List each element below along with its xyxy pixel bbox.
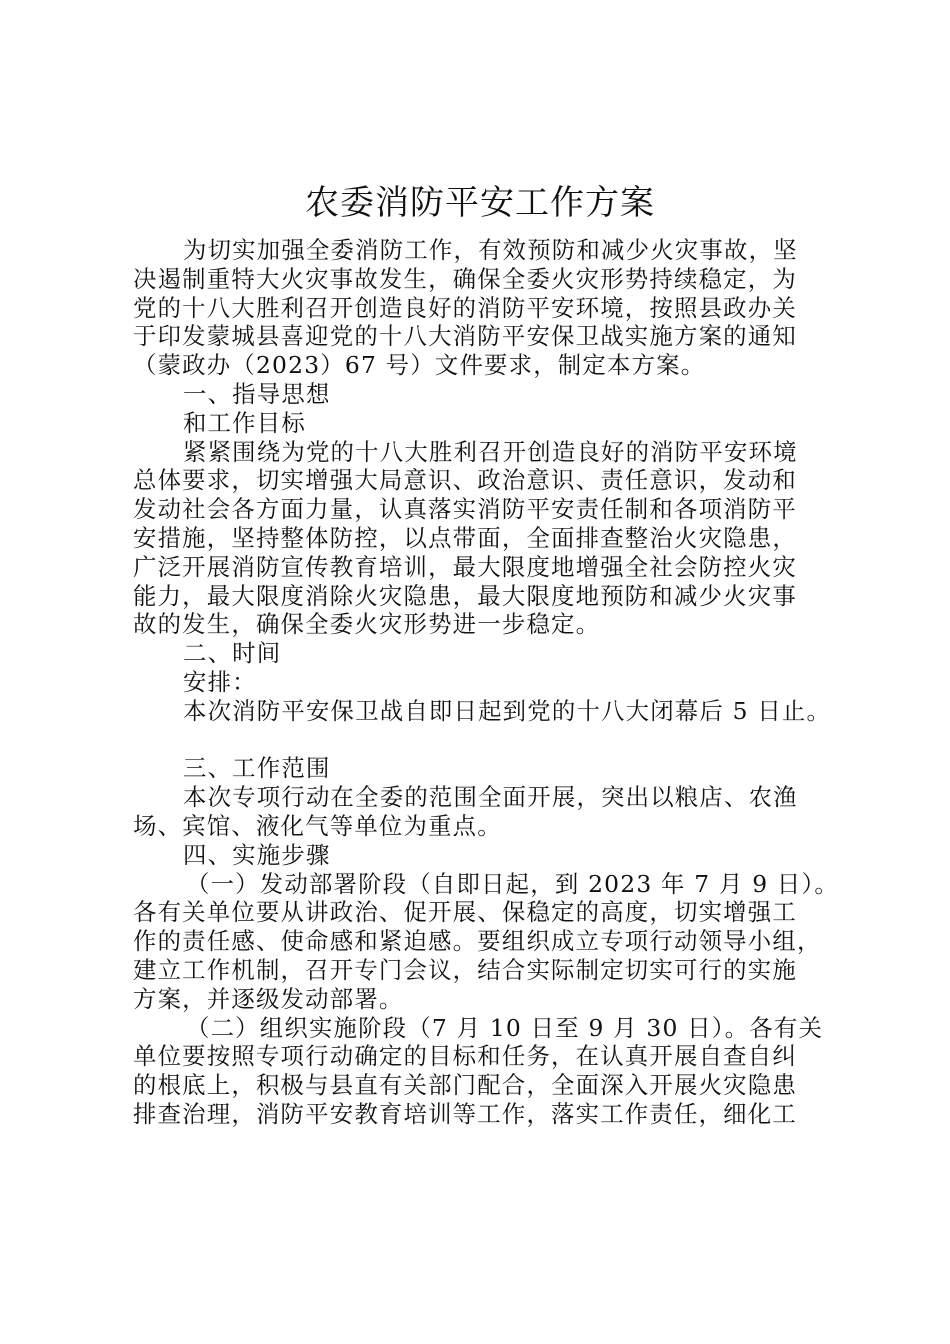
- paragraph-line: 建立工作机制，召开专门会议，结合实际制定切实可行的实施: [133, 955, 797, 984]
- page-title: 农委消防平安工作方案: [305, 183, 655, 223]
- paragraph-line: 于印发蒙城县喜迎党的十八大消防平安保卫战实施方案的通知: [133, 322, 797, 351]
- section-heading: 三、工作范围: [183, 754, 331, 783]
- paragraph-line: 发动社会各方面力量，认真落实消防平安责任制和各项消防平: [133, 495, 797, 524]
- paragraph-line: 安措施，坚持整体防控，以点带面，全面排查整治火灾隐患，: [133, 523, 797, 552]
- paragraph-line: 场、宾馆、液化气等单位为重点。: [133, 811, 502, 840]
- paragraph-line: 为切实加强全委消防工作，有效预防和减少火灾事故，坚: [183, 236, 798, 264]
- paragraph-line: 作的责任感、使命感和紧迫感。要组织成立专项行动领导小组，: [133, 927, 822, 956]
- paragraph-line: 能力，最大限度消除火灾隐患，最大限度地预防和减少火灾事: [133, 581, 797, 610]
- blank-line: [133, 726, 833, 755]
- paragraph-line: （一）发动部署阶段（自即日起，到 2023 年 7 月 9 日）。: [186, 869, 840, 898]
- paragraph-line: 的根底上，积极与县直有关部门配合，全面深入开展火灾隐患: [133, 1071, 797, 1100]
- paragraph-line: 本次消防平安保卫战自即日起到党的十八大闭幕后 5 日止。: [183, 696, 832, 725]
- section-heading: 四、实施步骤: [183, 840, 331, 869]
- paragraph-line: 党的十八大胜利召开创造良好的消防平安环境，按照县政办关: [133, 293, 797, 322]
- paragraph-line: 总体要求，切实增强大局意识、政治意识、责任意识，发动和: [133, 466, 797, 495]
- paragraph-line: 各有关单位要从讲政治、促开展、保稳定的高度，切实增强工: [133, 898, 797, 927]
- paragraph-line: 排查治理，消防平安教育培训等工作，落实工作责任，细化工: [133, 1099, 797, 1128]
- paragraph-line: 决遏制重特大火灾事故发生，确保全委火灾形势持续稳定，为: [133, 264, 797, 293]
- paragraph-line: 紧紧围绕为党的十八大胜利召开创造良好的消防平安环境: [183, 437, 798, 466]
- paragraph-line: 单位要按照专项行动确定的目标和任务，在认真开展自查自纠: [133, 1042, 797, 1071]
- paragraph-line: 广泛开展消防宣传教育培训，最大限度地增强全社会防控火灾: [133, 552, 797, 581]
- document-body: [133, 236, 840, 1129]
- paragraph-line: （蒙政办（2023）67 号）文件要求，制定本方案。: [133, 351, 706, 380]
- paragraph-line: 方案，并逐级发动部署。: [133, 984, 404, 1013]
- section-heading: 安排：: [183, 667, 257, 696]
- section-heading: 一、指导思想: [183, 379, 331, 408]
- section-heading: 和工作目标: [183, 408, 306, 437]
- paragraph-line: 本次专项行动在全委的范围全面开展，突出以粮店、农渔: [183, 783, 798, 812]
- paragraph-line: （二）组织实施阶段（7 月 10 日至 9 月 30 日）。各有关: [186, 1013, 824, 1042]
- section-heading: 二、时间: [183, 639, 282, 668]
- paragraph-line: 故的发生，确保全委火灾形势进一步稳定。: [133, 610, 601, 639]
